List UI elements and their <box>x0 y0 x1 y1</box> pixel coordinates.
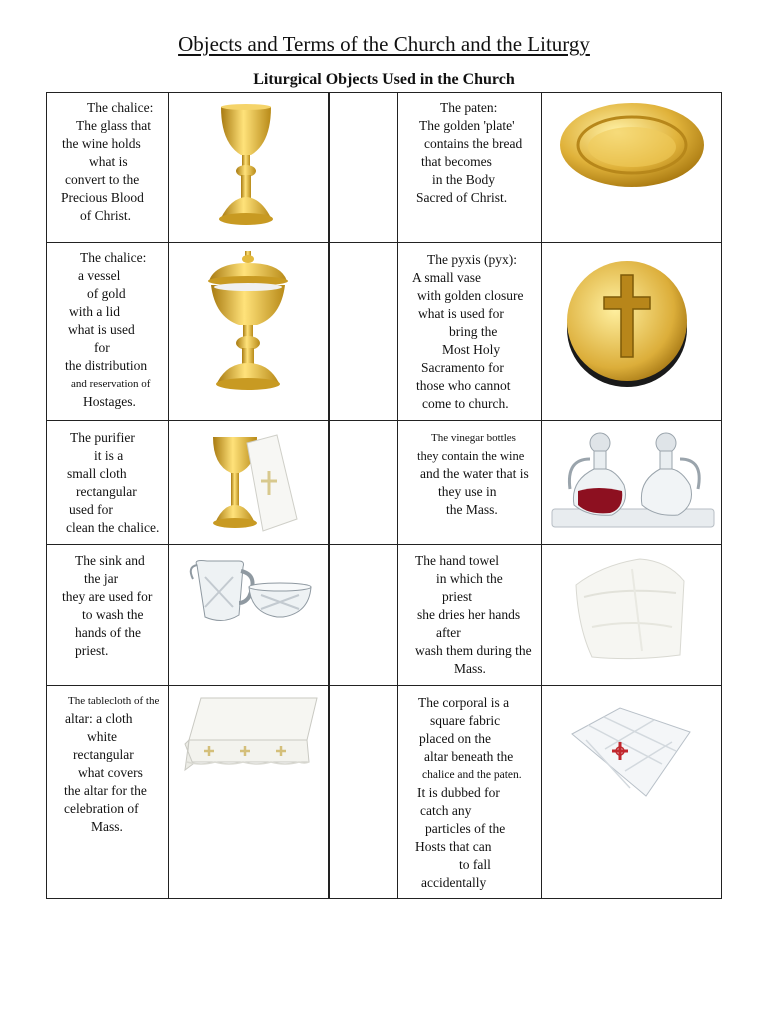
cruets-icon <box>548 429 718 533</box>
description-cell <box>47 545 169 686</box>
text-line: come to church. <box>422 396 509 411</box>
text-line: what is <box>89 154 128 169</box>
description-cell <box>398 421 542 545</box>
text-line: The vinegar bottles <box>431 432 516 444</box>
image-cell <box>169 686 329 899</box>
image-cell <box>169 545 329 686</box>
corporal-icon <box>568 704 694 800</box>
table-row <box>47 421 722 545</box>
text-line: priest. <box>75 643 109 658</box>
corporal-description <box>398 686 541 892</box>
pyx-icon <box>564 257 690 389</box>
text-line: A small vase <box>412 270 481 285</box>
text-line: they are used for <box>62 589 153 604</box>
text-line: and reservation of <box>71 378 151 390</box>
table-row <box>47 545 722 686</box>
text-line: in which the <box>436 571 503 586</box>
description-cell <box>47 243 169 421</box>
text-line: to fall <box>459 857 491 872</box>
text-line: that becomes <box>421 154 492 169</box>
description-cell <box>398 686 542 899</box>
image-cell <box>542 686 722 899</box>
text-line: The paten: <box>440 100 498 115</box>
text-line: catch any <box>420 803 472 818</box>
text-line: hands of the <box>75 625 141 640</box>
text-line: The glass that <box>76 118 151 133</box>
text-line: particles of the <box>425 821 506 836</box>
gold-chalice-icon <box>211 103 281 228</box>
spacer-cell <box>329 243 398 421</box>
text-line: Mass. <box>454 661 486 676</box>
description-cell <box>398 243 542 421</box>
table-row <box>47 686 722 899</box>
text-line: The sink and <box>75 553 145 568</box>
lavabo-icon <box>183 557 315 627</box>
text-line: square fabric <box>430 713 501 728</box>
description-cell <box>398 545 542 686</box>
purifier-description <box>47 421 168 537</box>
description-cell <box>47 686 169 899</box>
text-line: chalice and the paten. <box>422 769 522 781</box>
text-line: the distribution <box>65 358 148 373</box>
text-line: they contain the wine <box>417 449 525 463</box>
text-line: It is dubbed for <box>417 785 500 800</box>
image-cell <box>542 545 722 686</box>
text-line: The hand towel <box>415 553 499 568</box>
text-line: and the water that is <box>420 466 529 481</box>
text-line: The chalice: <box>87 100 154 115</box>
text-line: Sacred of Christ. <box>416 190 508 205</box>
image-cell <box>542 93 722 243</box>
text-line: altar beneath the <box>424 749 514 764</box>
text-line: it is a <box>94 448 124 463</box>
text-line: The corporal is a <box>418 695 510 710</box>
text-line: clean the chalice. <box>66 520 160 535</box>
text-line: the Mass. <box>446 502 498 517</box>
text-line: The pyxis (pyx): <box>427 252 517 267</box>
liturgical-objects-table <box>46 92 722 899</box>
text-line: to wash the <box>82 607 144 622</box>
table-row <box>47 243 722 421</box>
description-cell <box>398 93 542 243</box>
lavabo-description <box>47 545 168 660</box>
paten-description <box>398 93 541 207</box>
text-line: The tablecloth of the <box>68 695 160 707</box>
text-line: The golden 'plate' <box>419 118 515 133</box>
chalice-description <box>47 93 168 225</box>
text-line: Most Holy <box>442 342 501 357</box>
gold-paten-icon <box>558 99 706 189</box>
text-line: small cloth <box>67 466 127 481</box>
text-line: a vessel <box>78 268 121 283</box>
text-line: placed on the <box>419 731 491 746</box>
image-cell <box>542 243 722 421</box>
text-line: white <box>87 729 117 744</box>
text-line: with a lid <box>69 304 120 319</box>
text-line: priest <box>442 589 472 604</box>
spacer-cell <box>329 93 398 243</box>
text-line: The chalice: <box>80 250 147 265</box>
text-line: accidentally <box>421 875 487 890</box>
description-cell <box>47 421 169 545</box>
text-line: what covers <box>78 765 143 780</box>
hand-towel-description <box>398 545 541 678</box>
text-line: they use in <box>438 484 497 499</box>
text-line: altar: a cloth <box>65 711 133 726</box>
image-cell <box>542 421 722 545</box>
text-line: for <box>94 340 110 355</box>
ciborium-icon <box>201 251 295 391</box>
altar-cloth-description <box>47 686 168 836</box>
text-line: Mass. <box>91 819 123 834</box>
text-line: The purifier <box>70 430 135 445</box>
text-line: what is used for <box>418 306 504 321</box>
text-line: Hosts that can <box>415 839 492 854</box>
text-line: the jar <box>84 571 119 586</box>
text-line: contains the bread <box>424 136 523 151</box>
text-line: celebration of <box>64 801 139 816</box>
pyx-description <box>398 243 541 413</box>
text-line: wash them during the <box>415 643 532 658</box>
text-line: rectangular <box>73 747 134 762</box>
table-row <box>47 93 722 243</box>
cruets-description <box>398 421 541 519</box>
text-line: in the Body <box>432 172 495 187</box>
text-line: the altar for the <box>64 783 147 798</box>
hand-towel-icon <box>572 557 688 663</box>
text-line: with golden closure <box>417 288 524 303</box>
purificator-icon <box>209 431 299 535</box>
section-heading: Liturgical Objects Used in the Church <box>253 71 515 88</box>
description-cell <box>47 93 169 243</box>
ciborium-description <box>47 243 168 411</box>
text-line: Hostages. <box>83 394 136 409</box>
text-line: she dries her hands <box>417 607 521 622</box>
altar-cloth-icon <box>181 694 319 774</box>
text-line: bring the <box>449 324 498 339</box>
spacer-cell <box>329 545 398 686</box>
image-cell <box>169 421 329 545</box>
spacer-cell <box>329 686 398 899</box>
text-line: convert to the <box>65 172 140 187</box>
text-line: after <box>436 625 461 640</box>
page-title: Objects and Terms of the Church and the Liturgy <box>178 32 590 56</box>
text-line: used for <box>69 502 113 517</box>
text-line: what is used <box>68 322 135 337</box>
text-line: those who cannot <box>416 378 511 393</box>
text-line: Precious Blood <box>61 190 144 205</box>
text-line: of gold <box>87 286 126 301</box>
spacer-cell <box>329 421 398 545</box>
image-cell <box>169 93 329 243</box>
text-line: rectangular <box>76 484 137 499</box>
text-line: the wine holds <box>62 136 141 151</box>
text-line: of Christ. <box>80 208 132 223</box>
text-line: Sacramento for <box>421 360 504 375</box>
image-cell <box>169 243 329 421</box>
